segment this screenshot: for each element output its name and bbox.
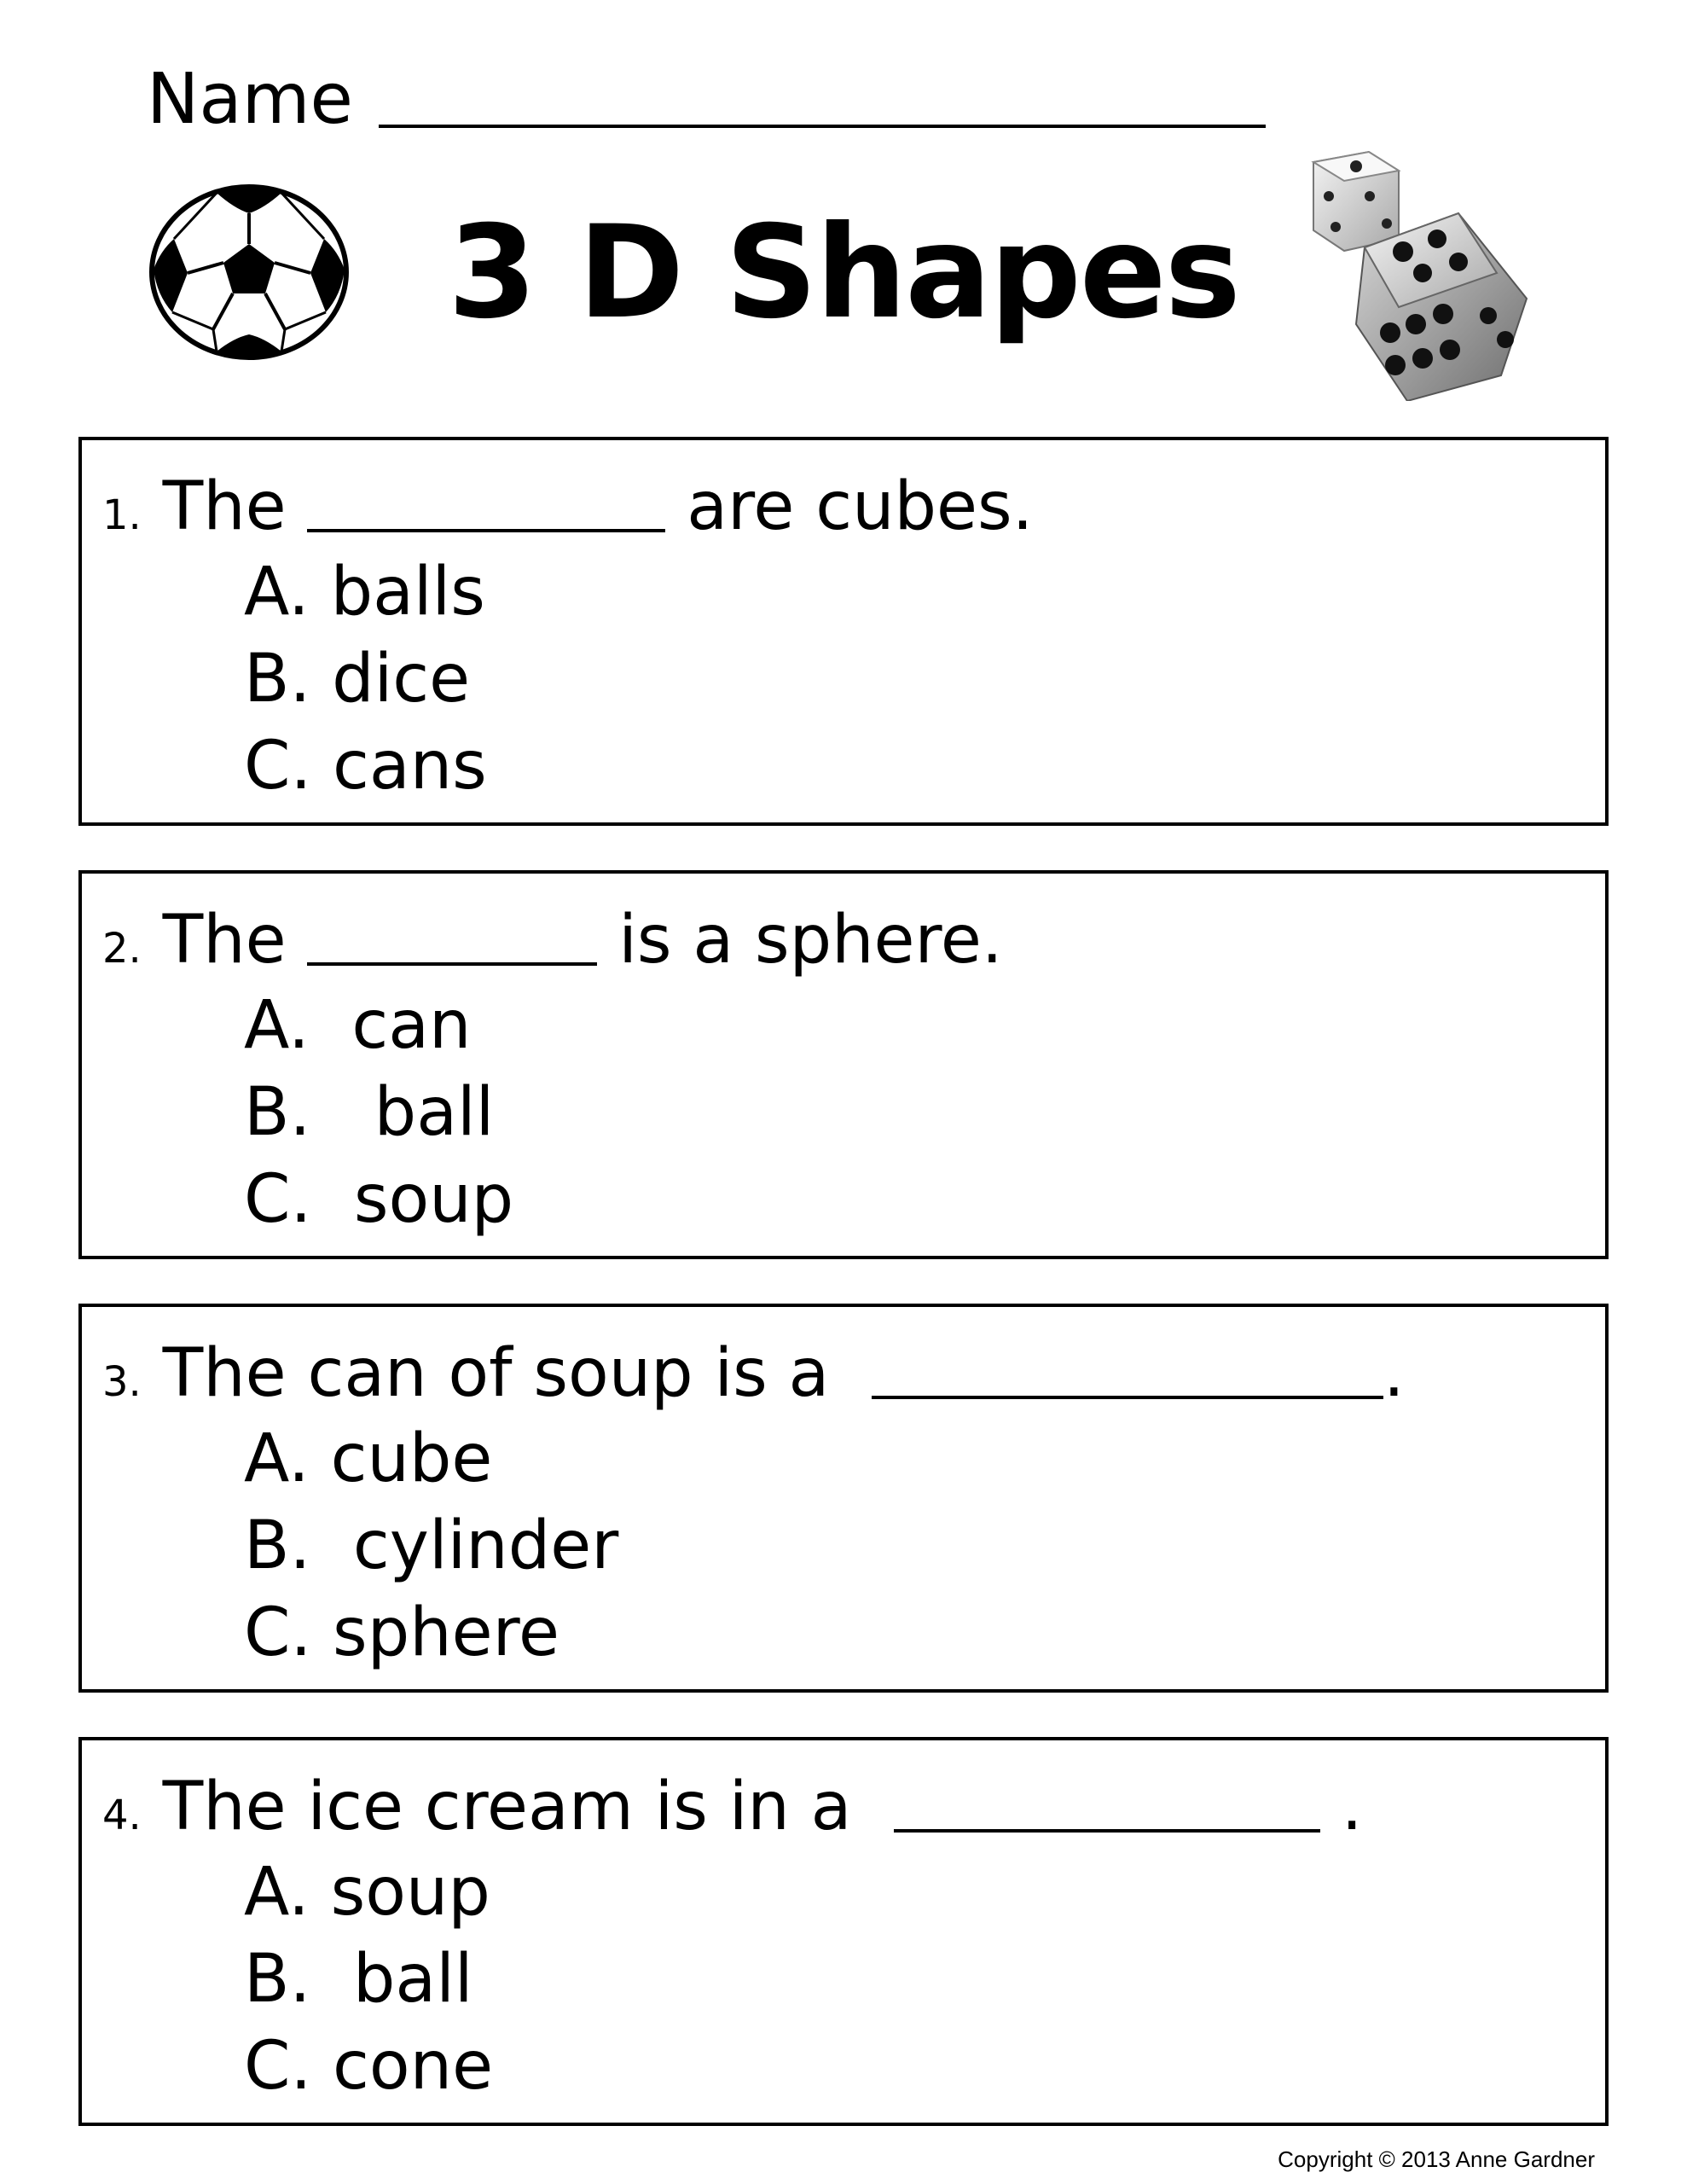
name-field	[147, 53, 1266, 147]
option-c: C. cone	[244, 2028, 494, 2105]
answer-blank	[894, 1829, 1320, 1833]
question-2-stem	[102, 897, 1003, 991]
option-c: C. soup	[244, 1161, 514, 1238]
option-a: A. cube	[244, 1420, 493, 1497]
option-a: A. can	[244, 987, 472, 1064]
option-b: B. cylinder	[244, 1507, 619, 1584]
question-text-before: The ice cream is in a	[162, 1769, 852, 1845]
question-box-3	[78, 1304, 1609, 1693]
option-a: A. soup	[244, 1854, 490, 1931]
question-text-after: is a sphere.	[618, 902, 1003, 979]
question-box-1	[78, 437, 1609, 826]
question-box-2	[78, 870, 1609, 1259]
option-c: C. sphere	[244, 1594, 559, 1671]
page-title: 3 D Shapes	[448, 199, 1239, 347]
dice-icon	[1288, 145, 1535, 401]
question-number: 3.	[102, 1358, 142, 1406]
name-blank-line	[379, 125, 1266, 128]
question-text-after: .	[1383, 1335, 1405, 1412]
question-text-before: The can of soup is a	[162, 1335, 830, 1412]
answer-blank	[872, 1396, 1383, 1399]
option-b: B. ball	[244, 1074, 495, 1151]
answer-blank	[307, 962, 597, 966]
copyright-notice: Copyright © 2013 Anne Gardner	[1278, 2146, 1595, 2172]
question-text-after: are cubes.	[687, 468, 1034, 545]
question-number: 2.	[102, 925, 142, 973]
question-text-before: The	[162, 902, 287, 979]
answer-blank	[307, 529, 665, 532]
option-b: B. dice	[244, 641, 471, 717]
question-number: 4.	[102, 1792, 142, 1839]
option-c: C. cans	[244, 728, 487, 804]
question-3-stem	[102, 1331, 1405, 1425]
question-1-stem	[102, 464, 1033, 558]
question-4-stem	[102, 1764, 1363, 1858]
question-box-4	[78, 1737, 1609, 2126]
question-text-after: .	[1341, 1769, 1363, 1845]
option-b: B. ball	[244, 1941, 473, 2018]
question-number: 1.	[102, 491, 142, 539]
name-label: Name	[147, 59, 353, 140]
option-a: A. balls	[244, 554, 485, 630]
question-text-before: The	[162, 468, 287, 545]
